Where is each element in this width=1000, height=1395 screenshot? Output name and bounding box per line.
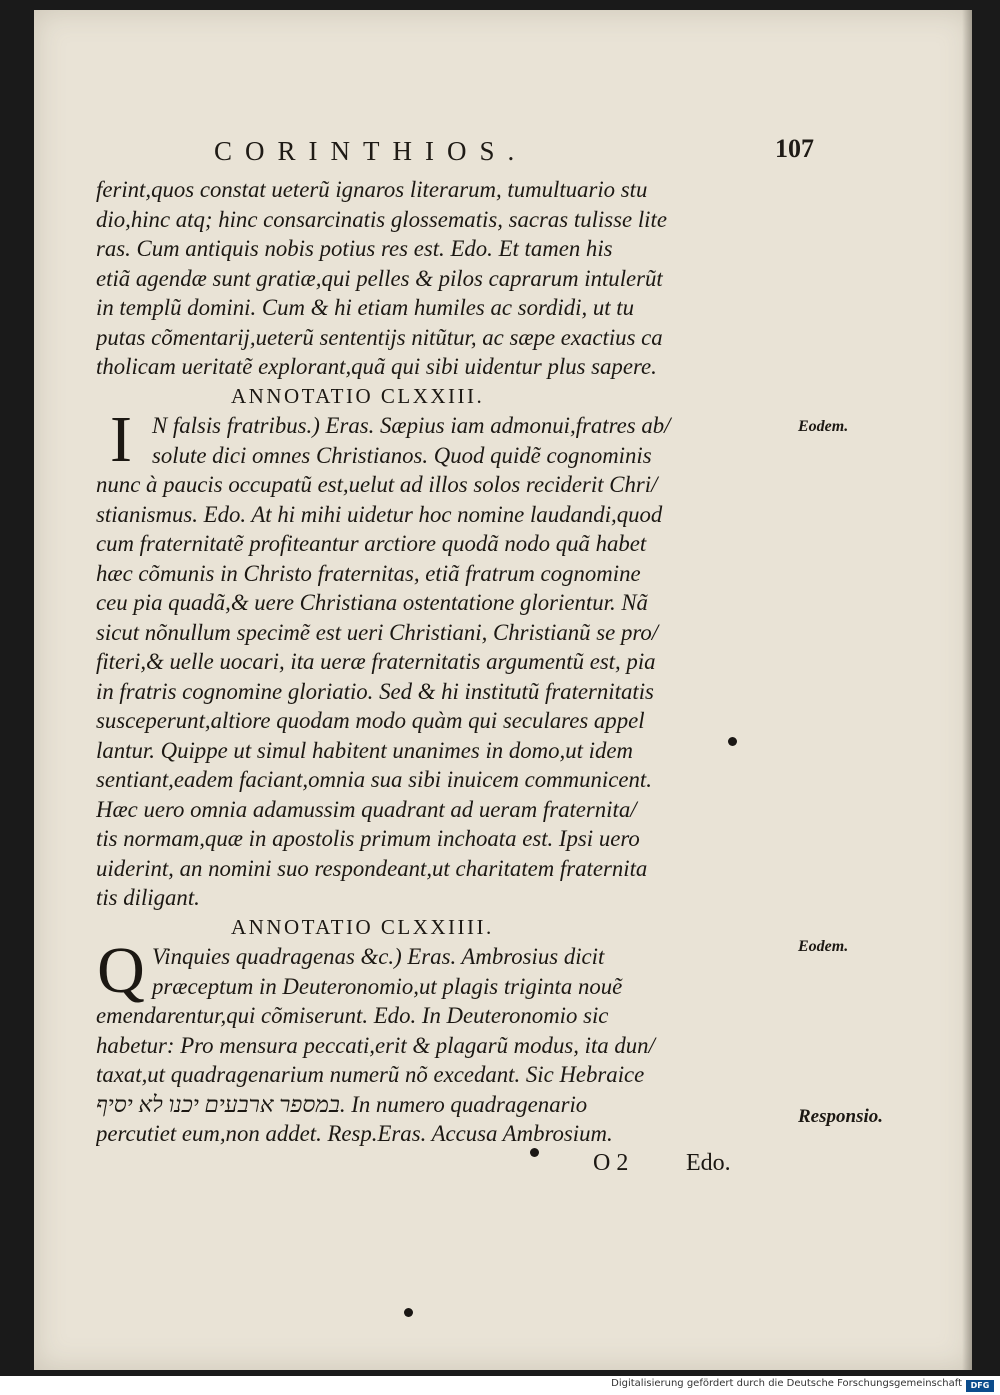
- annotation-heading: ANNOTATIO CLXXIII.: [231, 383, 485, 408]
- text-line: lantur. Quippe ut simul habitent unanimes in domo,ut idem: [96, 737, 633, 763]
- text-line: hæc cõmunis in Christo fraternitas, etiã fratrum cognomine: [96, 560, 641, 586]
- text-line: tholicam ueritatẽ explorant,quã qui sibi uidentur plus sapere.: [96, 354, 657, 379]
- text-line: nunc à paucis occupatũ est,uelut ad illos solos reciderit Chri/: [96, 472, 658, 497]
- text-line: præceptum in Deuteronomio,ut plagis triginta nouẽ: [152, 973, 623, 999]
- text-line: N falsis fratribus.) Eras. Sæpius iam admonui,fratres ab/: [152, 413, 671, 438]
- text-line: sicut nõnullum specimẽ est ueri Christiani, Christianũ se pro/: [96, 619, 659, 645]
- text-line: sentiant,eadem faciant,omnia sua sibi inuicem communicent.: [96, 767, 652, 792]
- text-line: etiã agendæ sunt gratiæ,qui pelles & pilos caprarum intulerũt: [96, 265, 663, 291]
- text-line: in templũ domini. Cum & hi etiam humiles ac sordidi, ut tu: [96, 295, 635, 320]
- signature-mark: O 2: [593, 1149, 629, 1176]
- text-line: fiteri,& uelle uocari, ita ueræ fraternitatis argumentũ est, pia: [96, 649, 656, 674]
- text-line: ras. Cum antiquis nobis potius res est. Edo. Et tamen his: [96, 236, 613, 261]
- footer-bar: [0, 1377, 1000, 1395]
- book-page: [34, 10, 972, 1370]
- margin-note: Eodem.: [798, 938, 849, 955]
- drop-cap: Q: [97, 934, 145, 1007]
- text-line: susceperunt,altiore quodam modo quàm qui seculares appel: [96, 708, 645, 733]
- page-number: 107: [775, 134, 814, 163]
- dfg-logo: DFG: [966, 1380, 994, 1392]
- annotation-paragraph: [96, 934, 796, 1149]
- text-line: tis diligant.: [96, 885, 200, 910]
- text-line: putas cõmentarij,ueterũ sententijs nitũtur, ac sæpe exactius ca: [96, 324, 663, 350]
- drop-cap: I: [110, 403, 132, 476]
- digitization-credit: Digitalisierung gefördert durch die Deutsche Forschungsgemeinschaft: [611, 1378, 962, 1389]
- ink-blot: [404, 1308, 413, 1317]
- margin-note: Responsio.: [798, 1106, 883, 1127]
- text-line: Hæc uero omnia adamussim quadrant ad ueram fraternita/: [96, 796, 637, 822]
- text-line: uiderint, an nomini suo respondeant,ut charitatem fraternita: [96, 855, 648, 881]
- text-line: habetur: Pro mensura peccati,erit & plagarũ modus, ita dun/: [96, 1032, 655, 1058]
- text-line: cum fraternitatẽ profiteantur arctiore quodã nodo quã habet: [96, 531, 647, 556]
- ink-blot: [728, 737, 737, 746]
- main-text: [96, 175, 796, 1178]
- text-line: dio,hinc atq; hinc consarcinatis glossematis, sacras tulisse lite: [96, 206, 667, 232]
- ink-blot: [530, 1148, 539, 1157]
- text-line: ceu pia quadã,& uere Christiana ostentatione glorientur. Nã: [96, 590, 648, 615]
- annotation-paragraph: [96, 403, 796, 913]
- text-line: stianismus. Edo. At hi mihi uidetur hoc nomine laudandi,quod: [96, 501, 663, 527]
- text-line: taxat,ut quadragenarium numerũ nõ excedant. Sic Hebraice: [96, 1062, 645, 1087]
- intro-paragraph: [96, 175, 796, 382]
- text-line: in fratris cognomine gloriatio. Sed & hi institutũ fraternitatis: [96, 678, 654, 704]
- signature-line: [96, 1149, 796, 1179]
- text-line: emendarentur,qui cõmiserunt. Edo. In Deuteronomio sic: [96, 1003, 609, 1028]
- text-line: tis normam,quæ in apostolis primum inchoata est. Ipsi uero: [96, 826, 640, 851]
- text-line: ferint,quos constat ueterũ ignaros literarum, tumultuario stu: [96, 177, 648, 202]
- annotation-heading: ANNOTATIO CLXXIIII.: [231, 914, 494, 939]
- catchword: Edo.: [686, 1149, 731, 1176]
- margin-note: Eodem.: [798, 418, 849, 435]
- text-line: solute dici omnes Christianos. Quod quidẽ cognominis: [152, 442, 652, 468]
- text-line: Vinquies quadragenas &c.) Eras. Ambrosius dicit: [152, 944, 605, 969]
- running-head: CORINTHIOS.: [214, 136, 528, 166]
- hebrew-line: במספר ארבעים יכנו לא יסיף. In numero quadragenario: [96, 1091, 588, 1117]
- page-header: [214, 136, 814, 176]
- text-line: percutiet eum,non addet. Resp.Eras. Accusa Ambrosium.: [96, 1121, 613, 1146]
